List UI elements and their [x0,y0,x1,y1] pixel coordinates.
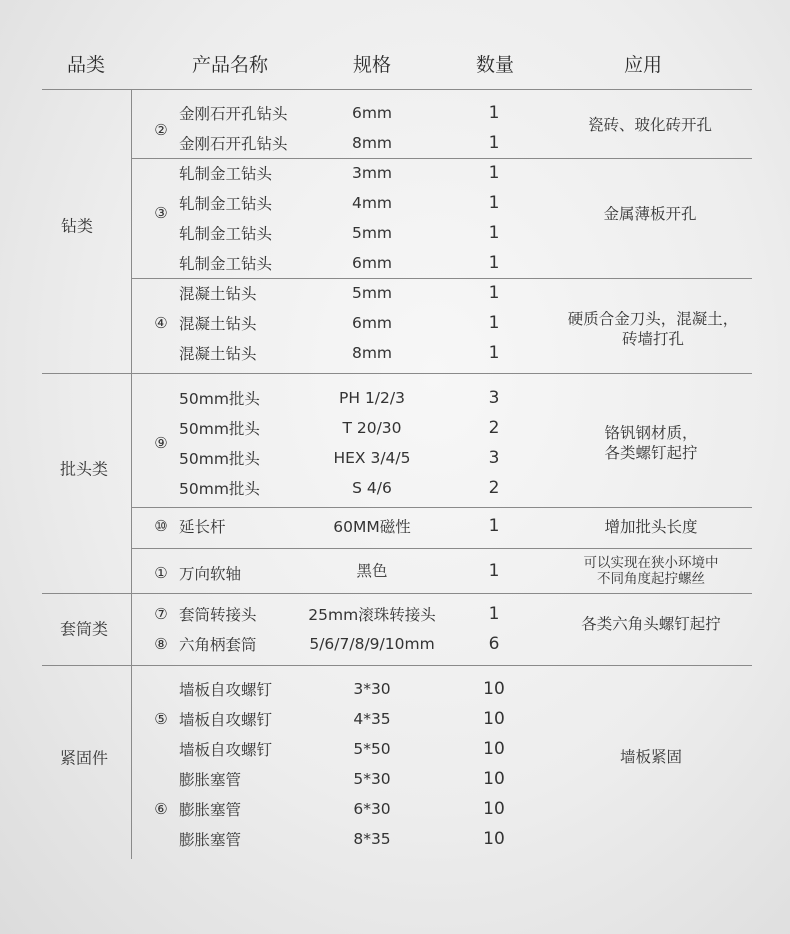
product-name: 轧制金工钻头 [179,225,273,243]
application-line: 不同角度起拧螺丝 [597,571,705,587]
product-qty: 1 [488,343,500,363]
product-name: 混凝土钻头 [179,345,257,363]
product-qty: 3 [488,388,500,408]
application-line: 铬钒钢材质， [604,424,698,442]
application-line: 瓷砖、玻化砖开孔 [587,116,713,134]
group-marker: ⑦ [154,605,168,623]
category-socket: 套筒类 [59,619,109,639]
product-name: 万向软轴 [179,565,242,583]
product-spec: 6mm [351,254,393,272]
application-line: 硬质合金刀头，混凝土， [567,310,739,328]
product-qty: 10 [483,679,505,699]
product-spec: 3*30 [353,680,391,698]
group-marker: ⑩ [154,517,168,535]
product-name: 轧制金工钻头 [179,195,273,213]
application-text [584,555,719,587]
product-spec: PH 1/2/3 [339,389,405,407]
product-name: 套筒转接头 [179,606,257,624]
header-spec: 规格 [352,54,392,76]
group-marker: ④ [154,314,168,332]
product-name: 轧制金工钻头 [179,255,273,273]
divider [131,278,752,279]
product-name: 六角柄套筒 [179,636,257,654]
application-text [603,204,696,224]
product-spec: 4mm [351,194,393,212]
product-qty: 1 [488,133,500,153]
product-spec: 8mm [351,344,393,362]
application-line: 增加批头长度 [604,518,698,536]
product-qty: 1 [488,604,500,624]
group-marker: ⑤ [154,710,168,728]
group-marker: ③ [154,204,168,222]
product-name: 50mm批头 [179,450,260,468]
divider [42,593,752,594]
product-spec: 6*30 [353,800,391,818]
product-spec: 5*30 [353,770,391,788]
product-name: 50mm批头 [179,480,260,498]
product-name: 墙板自攻螺钉 [179,711,273,729]
divider [131,548,752,549]
application-text [604,423,697,463]
product-name: 50mm批头 [179,390,260,408]
product-name: 膨胀塞管 [179,801,242,819]
group-marker: ② [154,121,168,139]
product-qty: 1 [488,193,500,213]
product-name: 混凝土钻头 [179,315,257,333]
product-name: 延长杆 [179,518,226,536]
application-line: 各类六角头螺钉起拧 [581,615,721,633]
application-text [568,309,739,349]
product-name: 墙板自攻螺钉 [179,681,273,699]
product-spec: 3mm [351,164,393,182]
product-qty: 1 [488,103,500,123]
product-spec: 4*35 [353,710,391,728]
product-qty: 1 [488,253,500,273]
product-name: 50mm批头 [179,420,260,438]
divider [131,507,752,508]
group-marker: ⑨ [154,434,168,452]
product-qty: 2 [488,418,500,438]
product-qty: 1 [488,561,500,581]
product-spec: T 20/30 [342,419,402,437]
header-category: 品类 [66,54,106,76]
product-spec: 8*35 [353,830,391,848]
product-qty: 1 [488,313,500,333]
product-spec: 8mm [351,134,393,152]
application-text [620,747,682,767]
application-line: 砖墙打孔 [621,330,685,348]
product-spec: 5mm [351,224,393,242]
group-marker: ⑧ [154,635,168,653]
header-quantity: 数量 [475,54,515,76]
product-qty: 10 [483,709,505,729]
product-qty: 1 [488,163,500,183]
application-text [581,614,721,634]
product-spec: HEX 3/4/5 [333,449,411,467]
product-name: 膨胀塞管 [179,771,242,789]
group-marker: ① [154,564,168,582]
product-qty: 2 [488,478,500,498]
product-qty: 1 [488,283,500,303]
product-qty: 10 [483,739,505,759]
product-name: 金刚石开孔钻头 [179,105,288,123]
product-spec: 60MM磁性 [333,518,411,536]
product-qty: 1 [488,516,500,536]
product-spec: 6mm [351,104,393,122]
product-spec: 5mm [351,284,393,302]
product-qty: 3 [488,448,500,468]
category-bit: 批头类 [59,459,109,479]
product-qty: 10 [483,829,505,849]
application-line: 各类螺钉起拧 [604,444,698,462]
divider [131,158,752,159]
application-text [604,517,697,537]
product-qty: 10 [483,769,505,789]
product-spec: 黑色 [356,562,388,580]
application-line: 金属薄板开孔 [603,205,697,223]
category-drill: 钻类 [60,216,94,236]
header-application: 应用 [623,54,663,76]
application-line: 墙板紧固 [619,748,683,766]
product-spec: 5*50 [353,740,391,758]
product-spec: 5/6/7/8/9/10mm [309,635,435,653]
product-name: 金刚石开孔钻头 [179,135,288,153]
application-text [588,115,712,135]
product-name: 混凝土钻头 [179,285,257,303]
product-spec: 25mm滚珠转接头 [308,606,436,624]
header-product-name: 产品名称 [191,54,269,76]
divider [131,89,132,859]
group-marker: ⑥ [154,800,168,818]
application-line: 可以实现在狭小环境中 [583,555,719,571]
product-name: 膨胀塞管 [179,831,242,849]
product-qty: 10 [483,799,505,819]
divider [42,373,752,374]
product-name: 墙板自攻螺钉 [179,741,273,759]
product-name: 轧制金工钻头 [179,165,273,183]
product-qty: 1 [488,223,500,243]
divider [42,89,752,90]
category-fastener: 紧固件 [59,748,109,768]
product-spec: S 4/6 [352,479,392,497]
product-qty: 6 [488,634,500,654]
product-spec: 6mm [351,314,393,332]
divider [42,665,752,666]
